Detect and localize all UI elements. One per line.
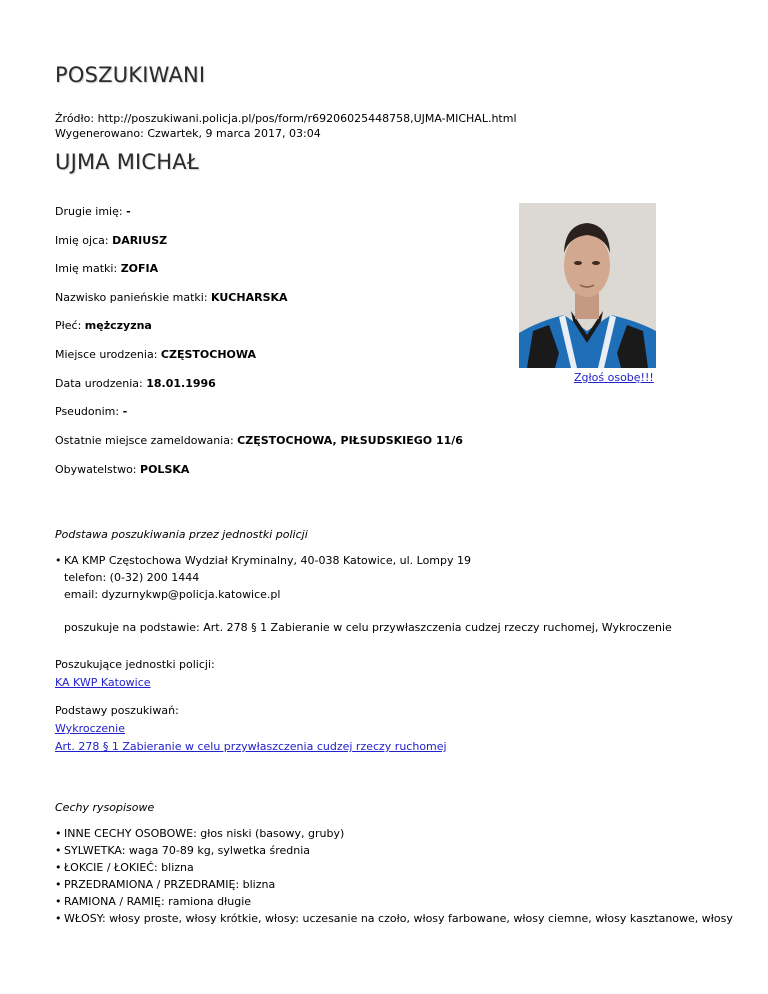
field-birth-date	[55, 377, 216, 391]
field-value: CZĘSTOCHOWA	[160, 348, 257, 361]
bullet-icon: •	[55, 912, 62, 925]
field-label: Drugie imię:	[55, 205, 123, 218]
feature-text: RAMIONA / RAMIĘ: ramiona długie	[64, 895, 252, 908]
basis-section-title: Podstawa poszukiwania przez jednostki policji	[55, 528, 308, 541]
field-mother-name	[55, 262, 158, 276]
feature-item	[55, 893, 715, 910]
feature-text: PRZEDRAMIONA / PRZEDRAMIĘ: blizna	[64, 878, 276, 891]
field-value: KUCHARSKA	[211, 291, 288, 304]
feature-text: WŁOSY: włosy proste, włosy krótkie, włosy: uczesanie na czoło, włosy farbowane, włosy ciemne, włosy kasztanowe, włosy	[64, 912, 733, 925]
bullet-icon: •	[55, 554, 62, 567]
field-mother-maiden-name	[55, 291, 288, 305]
generated-date: Czwartek, 9 marca 2017, 03:04	[147, 127, 321, 140]
field-label: Nazwisko panieńskie matki:	[55, 291, 208, 304]
bullet-icon: •	[55, 827, 62, 840]
person-name: UJMA MICHAŁ	[55, 150, 199, 174]
field-alias	[55, 405, 127, 419]
field-value: 18.01.1996	[146, 377, 216, 390]
source-meta	[55, 111, 517, 141]
police-unit-item	[55, 552, 471, 603]
field-label: Płeć:	[55, 319, 82, 332]
field-label: Imię matki:	[55, 262, 118, 275]
feature-item	[55, 910, 733, 927]
person-photo	[519, 203, 656, 368]
feature-text: INNE CECHY OSOBOWE: głos niski (basowy, gruby)	[64, 827, 345, 840]
field-sex	[55, 319, 152, 333]
ground-link-article[interactable]: Art. 278 § 1 Zabieranie w celu przywłaszczenia cudzej rzeczy ruchomej	[55, 740, 447, 753]
feature-item	[55, 842, 715, 859]
field-last-address	[55, 434, 463, 448]
grounds-block	[55, 702, 447, 756]
bullet-icon: •	[55, 878, 62, 891]
source-line	[55, 111, 517, 126]
feature-item	[55, 859, 715, 876]
field-value: CZĘSTOCHOWA, PIŁSUDSKIEGO 11/6	[237, 434, 463, 447]
field-label: Data urodzenia:	[55, 377, 143, 390]
bullet-icon: •	[55, 861, 62, 874]
ground-link-offence[interactable]: Wykroczenie	[55, 722, 125, 735]
field-value: -	[122, 405, 128, 418]
generated-line	[55, 126, 517, 141]
bullet-icon: •	[55, 844, 62, 857]
field-value: POLSKA	[140, 463, 190, 476]
person-photo-image	[519, 203, 656, 368]
police-unit-list	[55, 552, 471, 603]
feature-item	[55, 825, 715, 842]
field-label: Imię ojca:	[55, 234, 109, 247]
unit-email: email: dyzurnykwp@policja.katowice.pl	[64, 588, 281, 601]
field-citizenship	[55, 463, 189, 477]
report-person-link[interactable]: Zgłoś osobę!!!	[574, 371, 654, 384]
field-value: ZOFIA	[120, 262, 159, 275]
feature-text: SYLWETKA: waga 70-89 kg, sylwetka średnia	[64, 844, 311, 857]
features-list	[55, 825, 733, 927]
basis-text: poszukuje na podstawie: Art. 278 § 1 Zabieranie w celu przywłaszczenia cudzej rzeczy ruchomej, Wykroczenie	[64, 621, 672, 634]
searching-units-block	[55, 656, 215, 692]
bullet-icon: •	[55, 895, 62, 908]
feature-text: ŁOKCIE / ŁOKIEĆ: blizna	[64, 861, 194, 874]
field-value: DARIUSZ	[112, 234, 168, 247]
field-value: -	[126, 205, 131, 218]
source-label: Źródło:	[55, 112, 95, 125]
field-father-name	[55, 234, 167, 248]
unit-phone: telefon: (0-32) 200 1444	[64, 571, 200, 584]
field-birthplace	[55, 348, 256, 362]
feature-item	[55, 876, 715, 893]
field-second-name	[55, 205, 131, 219]
field-label: Obywatelstwo:	[55, 463, 137, 476]
generated-label: Wygenerowano:	[55, 127, 144, 140]
searching-unit-link[interactable]: KA KWP Katowice	[55, 676, 151, 689]
field-value: mężczyzna	[84, 319, 152, 332]
searching-units-label: Poszukujące jednostki policji:	[55, 658, 215, 671]
field-label: Ostatnie miejsce zameldowania:	[55, 434, 234, 447]
features-section-title: Cechy rysopisowe	[55, 801, 155, 814]
grounds-label: Podstawy poszukiwań:	[55, 704, 179, 717]
field-label: Pseudonim:	[55, 405, 120, 418]
page-title: POSZUKIWANI	[55, 63, 206, 87]
field-label: Miejsce urodzenia:	[55, 348, 158, 361]
unit-name: KA KMP Częstochowa Wydział Kryminalny, 40-038 Katowice, ul. Lompy 19	[64, 554, 471, 567]
source-url: http://poszukiwani.policja.pl/pos/form/r69206025448758,UJMA-MICHAL.html	[97, 112, 517, 125]
